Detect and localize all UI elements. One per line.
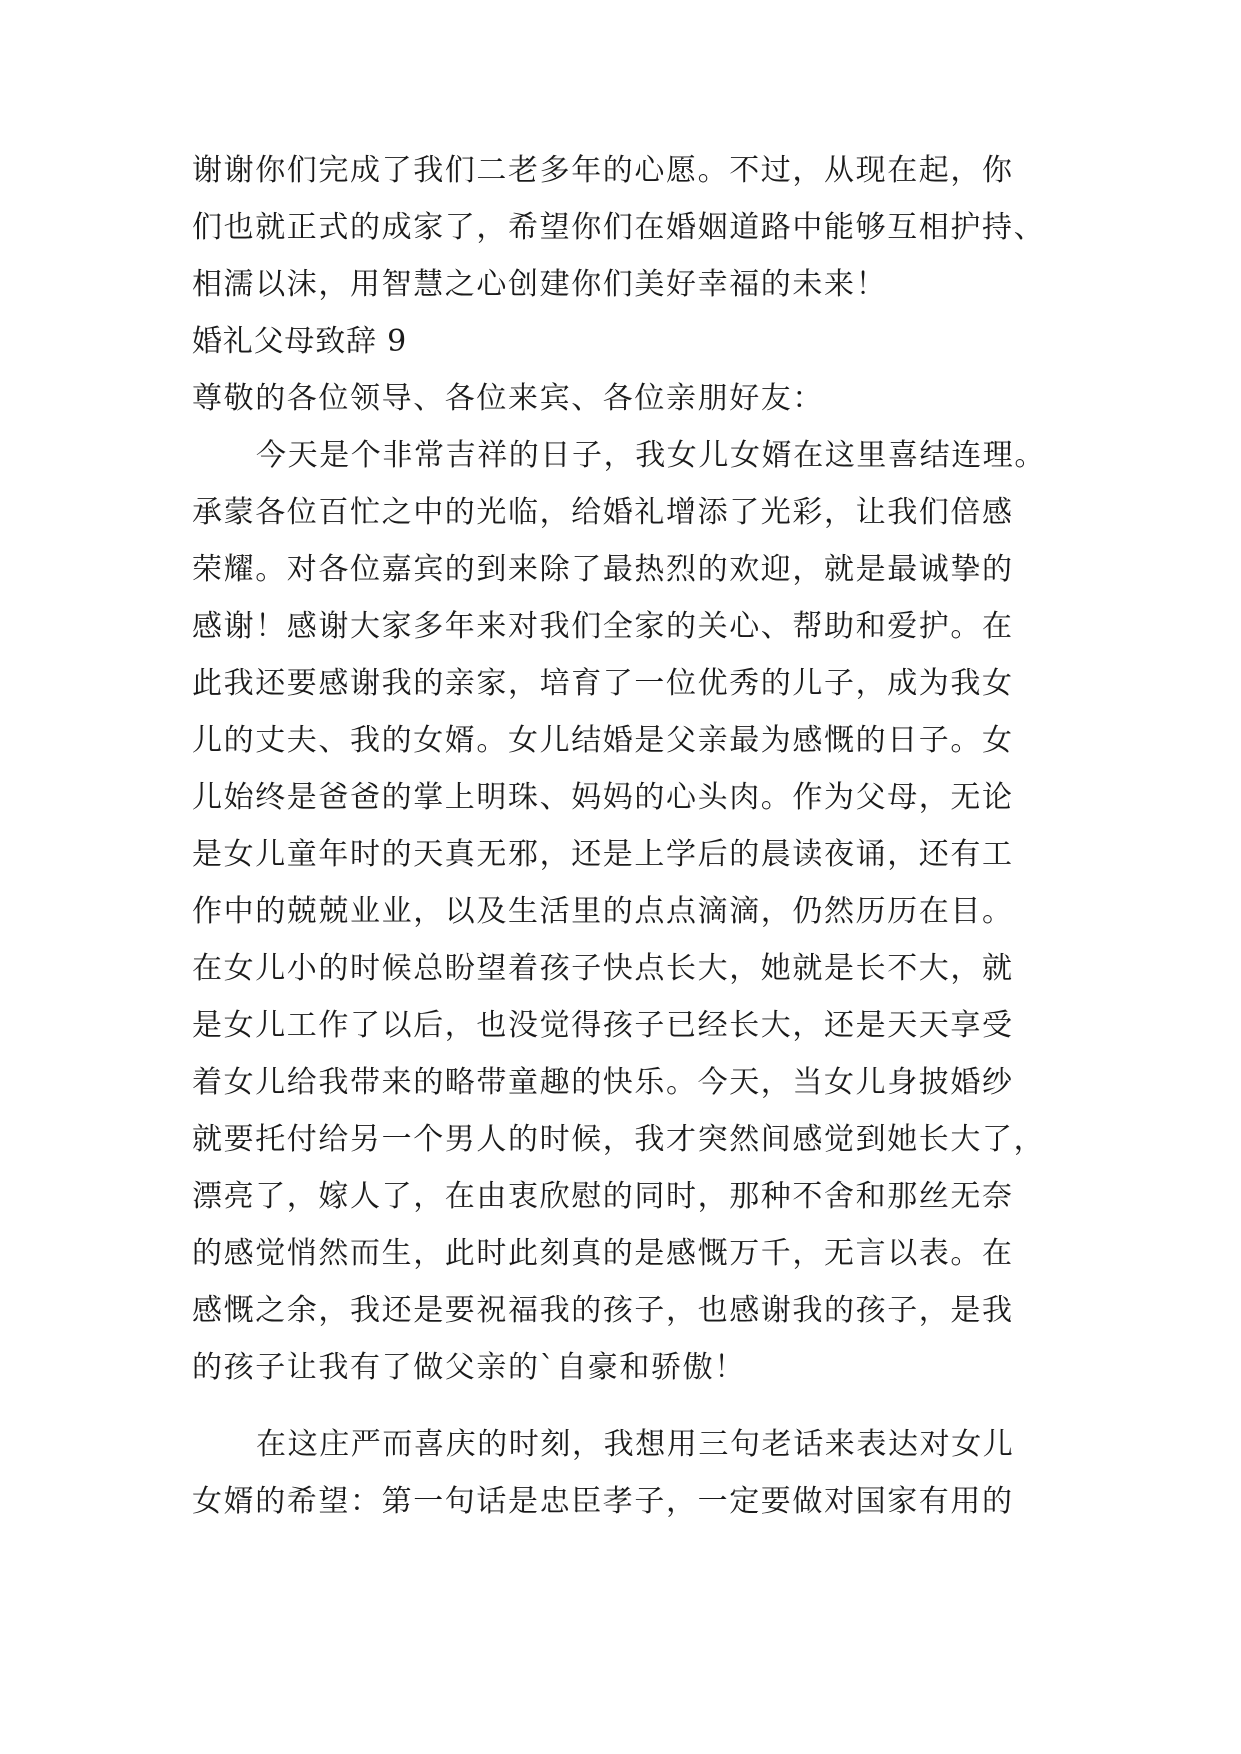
- paragraph1-line-10: 在女儿小的时候总盼望着孩子快点长大，她就是长不大，就: [192, 951, 1014, 986]
- paragraph1-line-7: 儿始终是爸爸的掌上明珠、妈妈的心头肉。作为父母，无论: [192, 780, 1014, 815]
- paragraph2-line-1: 在这庄严而喜庆的时刻，我想用三句老话来表达对女儿: [256, 1427, 1015, 1462]
- intro-line-2: 们也就正式的成家了，希望你们在婚姻道路中能够互相护持、: [192, 210, 1046, 245]
- paragraph1-line-14: 漂亮了，嫁人了，在由衷欣慰的同时，那种不舍和那丝无奈: [192, 1179, 1014, 1214]
- paragraph1-line-11: 是女儿工作了以后，也没觉得孩子已经长大，还是天天享受: [192, 1008, 1014, 1043]
- paragraph1-line-13: 就要托付给另一个男人的时候，我才突然间感觉到她长大了，: [192, 1122, 1046, 1157]
- paragraph1-line-5: 此我还要感谢我的亲家，培育了一位优秀的儿子，成为我女: [192, 666, 1014, 701]
- paragraph1-line-16: 感慨之余，我还是要祝福我的孩子，也感谢我的孩子，是我: [192, 1293, 1014, 1328]
- intro-line-3: 相濡以沫，用智慧之心创建你们美好幸福的未来！: [192, 267, 888, 302]
- paragraph1-line-12: 着女儿给我带来的略带童趣的快乐。今天，当女儿身披婚纱: [192, 1065, 1014, 1100]
- intro-line-1: 谢谢你们完成了我们二老多年的心愿。不过，从现在起，你: [192, 153, 1014, 188]
- paragraph1-line-1: 今天是个非常吉祥的日子，我女儿女婿在这里喜结连理。: [256, 438, 1046, 473]
- paragraph2-line-2: 女婿的希望：第一句话是忠臣孝子，一定要做对国家有用的: [192, 1484, 1014, 1519]
- section-heading: 婚礼父母致辞 9: [192, 324, 408, 359]
- paragraph1-line-17: 的孩子让我有了做父亲的`自豪和骄傲！: [192, 1350, 746, 1385]
- paragraph1-line-9: 作中的兢兢业业，以及生活里的点点滴滴，仍然历历在目。: [192, 894, 1014, 929]
- paragraph1-line-8: 是女儿童年时的天真无邪，还是上学后的晨读夜诵，还有工: [192, 837, 1014, 872]
- paragraph1-line-4: 感谢！感谢大家多年来对我们全家的关心、帮助和爱护。在: [192, 609, 1014, 644]
- paragraph1-line-2: 承蒙各位百忙之中的光临，给婚礼增添了光彩，让我们倍感: [192, 495, 1014, 530]
- paragraph1-line-15: 的感觉悄然而生，此时此刻真的是感慨万千，无言以表。在: [192, 1236, 1014, 1271]
- salutation: 尊敬的各位领导、各位来宾、各位亲朋好友：: [192, 381, 824, 416]
- paragraph1-line-6: 儿的丈夫、我的女婿。女儿结婚是父亲最为感慨的日子。女: [192, 723, 1014, 758]
- paragraph1-line-3: 荣耀。对各位嘉宾的到来除了最热烈的欢迎，就是最诚挚的: [192, 552, 1014, 587]
